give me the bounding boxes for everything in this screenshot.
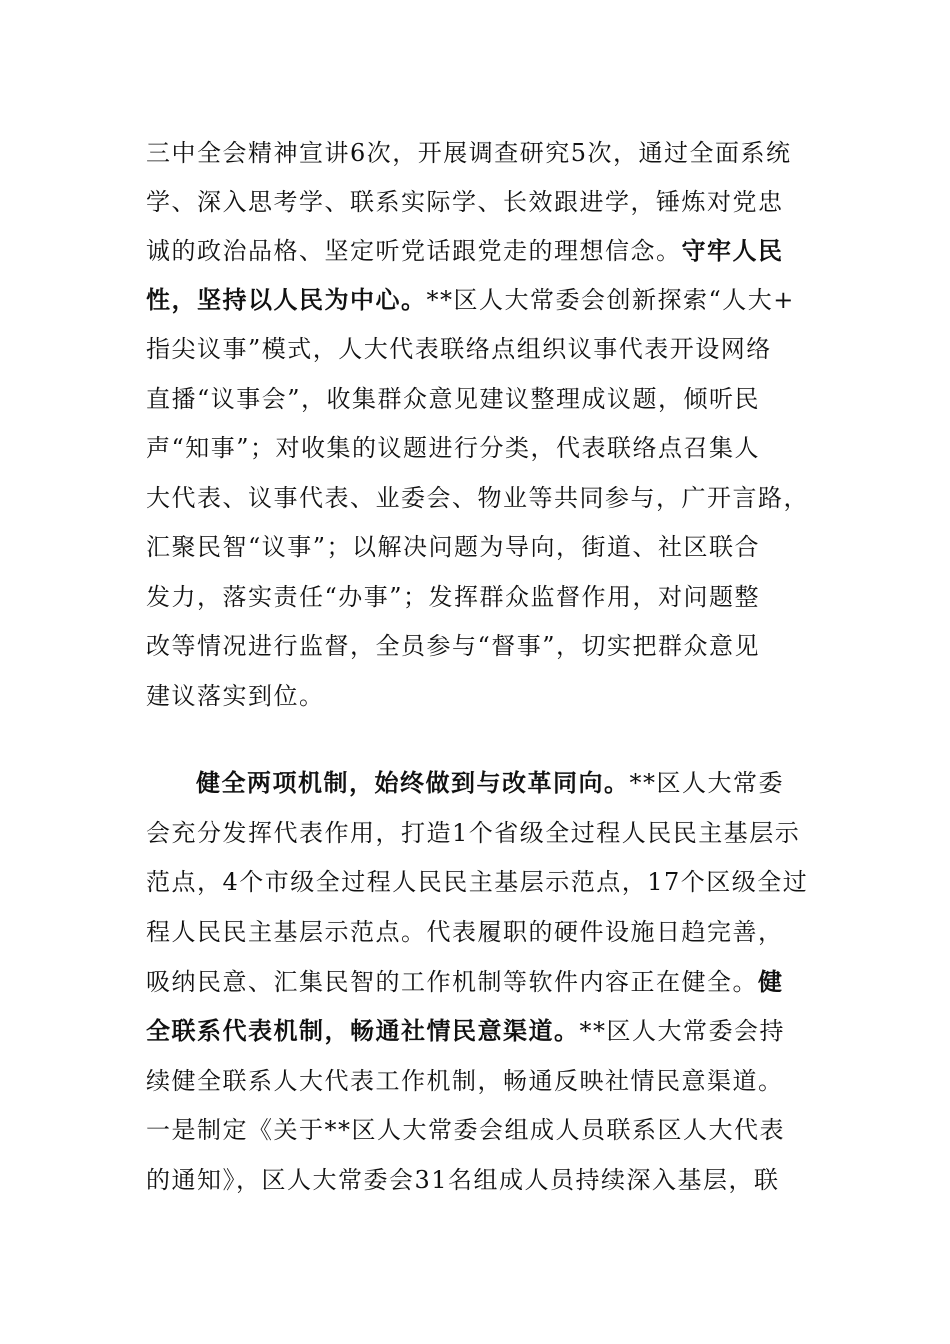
text-line — [146, 1066, 806, 1096]
text-line — [146, 532, 806, 562]
text-line — [146, 236, 806, 266]
text-line — [146, 285, 806, 315]
bold-heading-run: 全联系代表机制，畅通社情民意渠道。 — [146, 1016, 580, 1045]
text-run: 会充分发挥代表作用，打造1个省级全过程人民民主基层示 — [146, 819, 801, 847]
text-line — [146, 1165, 806, 1195]
text-run: 直播“议事会”，收集群众意见建议整理成议题，倾听民 — [146, 385, 761, 413]
text-run: 范点，4个市级全过程人民民主基层示范点，17个区级全过 — [146, 868, 809, 896]
text-line — [196, 768, 806, 798]
text-run: 续健全联系人大代表工作机制，畅通反映社情民意渠道。 — [146, 1067, 784, 1095]
text-run: **区人大常委会创新探索“人大+ — [426, 286, 795, 314]
text-line — [146, 187, 806, 217]
text-line — [146, 867, 809, 897]
text-run: **区人大常委会持 — [579, 1017, 785, 1045]
text-line — [146, 631, 806, 661]
text-line — [146, 582, 806, 612]
text-run: 学、深入思考学、联系实际学、长效跟进学，锤炼对党忠 — [146, 188, 784, 216]
text-line — [146, 483, 809, 513]
bold-heading-run: 性，坚持以人民为中心。 — [146, 285, 427, 314]
text-run: 诚的政治品格、坚定听党话跟党走的理想信念。 — [146, 237, 682, 265]
text-run: 指尖议事”模式，人大代表联络点组织议事代表开设网络 — [146, 335, 772, 363]
text-run: 建议落实到位。 — [146, 682, 325, 710]
text-line — [146, 967, 806, 997]
text-run: 三中全会精神宣讲6次，开展调查研究5次，通过全面系统 — [146, 139, 792, 167]
text-line — [146, 681, 806, 711]
text-run: 程人民民主基层示范点。代表履职的硬件设施日趋完善， — [146, 918, 784, 946]
text-run: **区人大常委 — [629, 769, 784, 797]
bold-heading-run: 健全两项机制，始终做到与改革同向。 — [196, 768, 630, 797]
text-line — [146, 334, 806, 364]
text-run: 改等情况进行监督，全员参与“督事”，切实把群众意见 — [146, 632, 761, 660]
bold-heading-run: 守牢人民 — [681, 236, 784, 265]
bold-heading-run: 健 — [758, 967, 784, 996]
text-run: 大代表、议事代表、业委会、物业等共同参与，广开言路， — [146, 484, 809, 512]
text-line — [146, 384, 806, 414]
text-run: 一是制定《关于**区人大常委会组成人员联系区人大代表 — [146, 1116, 785, 1144]
text-line — [146, 1016, 806, 1046]
text-line — [146, 1115, 806, 1145]
text-run: 发力，落实责任“办事”；发挥群众监督作用，对问题整 — [146, 583, 761, 611]
text-run: 汇聚民智“议事”；以解决问题为导向，街道、社区联合 — [146, 533, 761, 561]
text-line — [146, 818, 806, 848]
text-line — [146, 138, 806, 168]
text-run: 的通知》，区人大常委会31名组成人员持续深入基层，联 — [146, 1166, 780, 1194]
text-line — [146, 433, 806, 463]
text-run: 吸纳民意、汇集民智的工作机制等软件内容正在健全。 — [146, 968, 758, 996]
text-run: 声“知事”；对收集的议题进行分类，代表联络点召集人 — [146, 434, 761, 462]
text-line — [146, 917, 806, 947]
